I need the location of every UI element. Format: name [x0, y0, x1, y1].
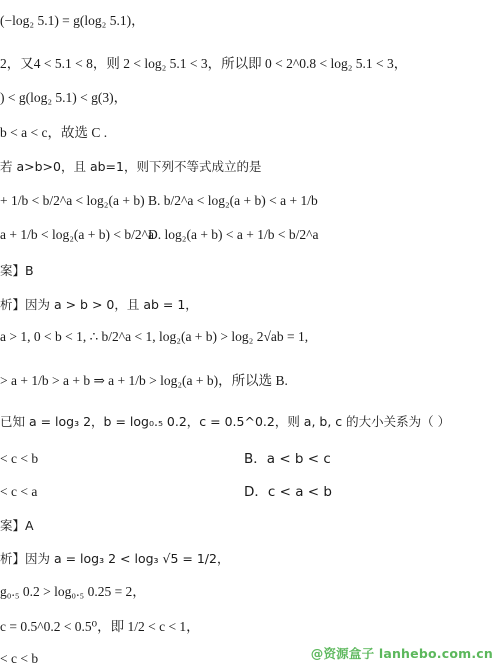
- line-4: b < a < c，故选 C .: [0, 125, 108, 140]
- analysis-2-3: c = 0.5^0.2 < 0.5⁰，即 1/2 < c < 1，: [0, 619, 200, 634]
- analysis-2-2: g₀.₅ 0.2 > log₀.₅ 0.25 = 2，: [0, 584, 146, 599]
- answer-label-2: 案】A: [0, 518, 34, 533]
- option-c-2: < c < a: [0, 484, 38, 499]
- option-b: B. b/2^a < log₂(a + b) < a + 1/b: [148, 193, 318, 208]
- option-c: a + 1/b < log₂(a + b) < b/2^a: [0, 227, 154, 242]
- option-a: + 1/b < b/2^a < log₂(a + b): [0, 193, 145, 208]
- option-d: D. log₂(a + b) < a + 1/b < b/2^a: [148, 227, 319, 242]
- line-1: (−log₂ 5.1) = g(log₂ 5.1)，: [0, 13, 145, 28]
- analysis-2-1: 析】因为 a = log₃ 2 < log₃ √5 = 1/2，: [0, 551, 230, 566]
- option-d-2: D．c < a < b: [244, 484, 332, 500]
- line-2: 2，又4 < 5.1 < 8，则 2 < log₂ 5.1 < 3，所以即 0 < 2^0.8 < log₂ 5.1 < 3，: [0, 56, 408, 71]
- answer-label: 案】B: [0, 263, 34, 278]
- option-b-2: B．a < b < c: [244, 451, 331, 467]
- option-a-2: < c < b: [0, 451, 39, 466]
- question-stem: 若 a>b>0，且 ab=1，则下列不等式成立的是: [0, 159, 262, 174]
- analysis-3: > a + 1/b > a + b ⇒ a + 1/b > log₂(a + b)，所以选 B.: [0, 373, 288, 388]
- line-3: ) < g(log₂ 5.1) < g(3)，: [0, 90, 128, 105]
- analysis-2: a > 1, 0 < b < 1, ∴ b/2^a < 1, log₂(a + b) > log₂ 2√ab = 1,: [0, 329, 309, 344]
- analysis-2-4: < c < b: [0, 651, 39, 666]
- watermark-text: @资源盒子 lanhebo.com.cn: [310, 646, 493, 661]
- question-stem-2: 已知 a = log₃ 2，b = log₀.₅ 0.2，c = 0.5^0.2，则 a, b, c 的大小关系为（ ）: [0, 414, 451, 429]
- analysis-1: 析】因为 a > b > 0，且 ab = 1，: [0, 297, 198, 312]
